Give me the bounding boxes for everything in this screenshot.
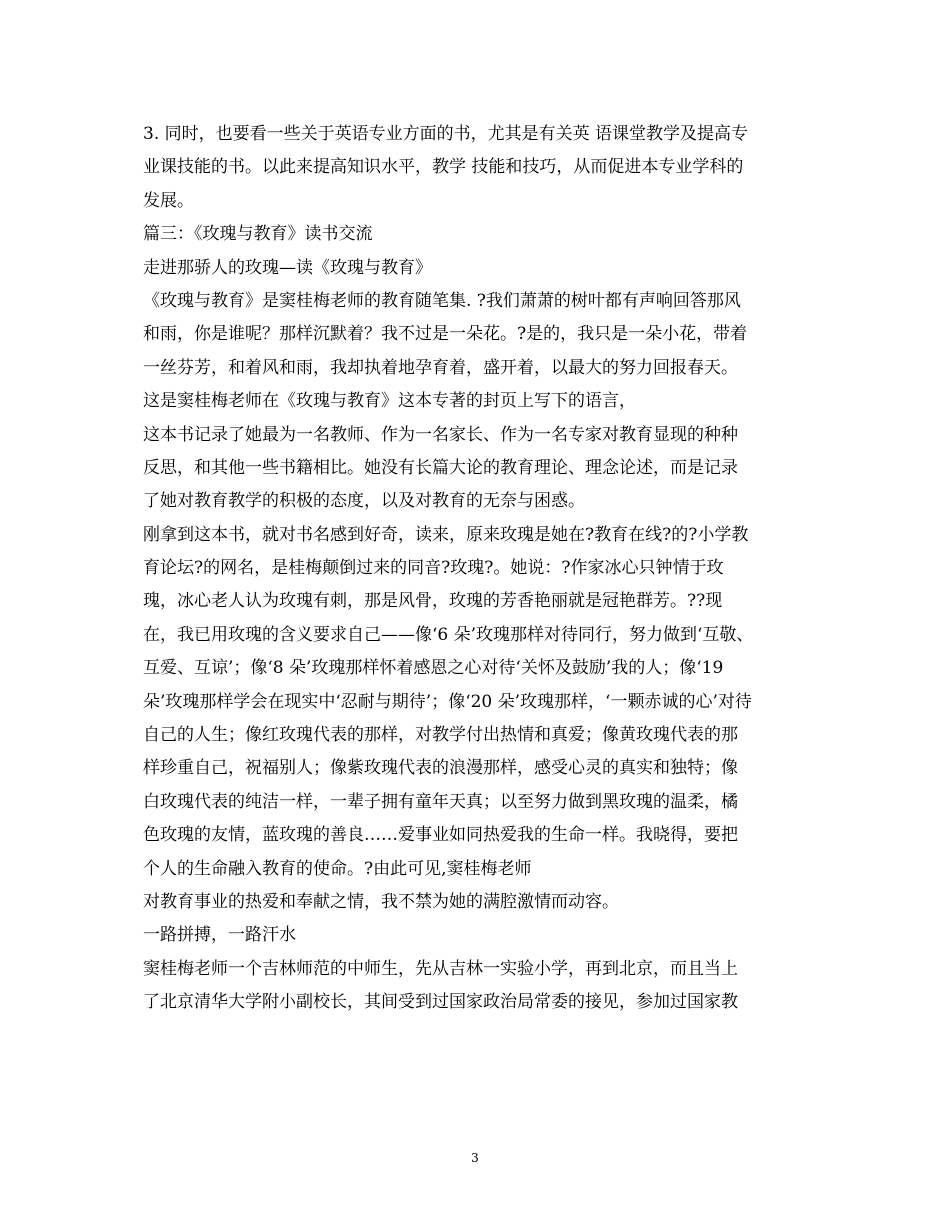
text-line: 瑰，冰心老人认为玫瑰有刺，那是风骨，玫瑰的芳香艳丽就是冠艳群芳。??现 xyxy=(143,591,723,612)
text-line: 色玫瑰的友情，蓝玫瑰的善良……爱事业如同热爱我的生命一样。我晓得，要把 xyxy=(143,825,738,846)
text-line: 育论坛?的网名，是桂梅颠倒过来的同音?玫瑰?。她说：?作家冰心只钟情于玫 xyxy=(143,558,724,579)
text-line: 在，我已用玫瑰的含义要求自己——像‘6 朵’玫瑰那样对待同行，努力做到‘互敬、 xyxy=(143,624,754,645)
text-line: 了北京清华大学附小副校长，其间受到过国家政治局常委的接见，参加过国家教 xyxy=(143,992,738,1013)
text-line: 自己的人生；像红玫瑰代表的那样，对教学付出热情和真爱；像黄玫瑰代表的那 xyxy=(143,725,738,746)
text-line: 个人的生命融入教育的使命。?由此可见,窦桂梅老师 xyxy=(143,858,532,879)
text-line: 业课技能的书。以此来提高知识水平，教学 技能和技巧，从而促进本专业学科的 xyxy=(143,157,744,178)
text-line: 互爱、互谅’；像‘8 朵’玫瑰那样怀着感恩之心对待‘关怀及鼓励’我的人；像‘19 xyxy=(143,658,724,679)
text-line: 发展。 xyxy=(143,190,194,211)
text-line: 这本书记录了她最为一名教师、作为一名家长、作为一名专家对教育显现的种种 xyxy=(143,424,738,445)
section-heading: 篇三：《玫瑰与教育》读书交流 xyxy=(143,224,373,245)
text-line: 对教育事业的热爱和奉献之情，我不禁为她的满腔激情而动容。 xyxy=(143,891,619,912)
text-line: 和雨，你是谁呢？那样沉默着？我不过是一朵花。?是的，我只是一朵小花，带着 xyxy=(143,324,748,345)
text-line: 窦桂梅老师一个吉林师范的中师生，先从吉林一实验小学，再到北京，而且当上 xyxy=(143,958,738,979)
article-title: 走进那骄人的玫瑰—读《玫瑰与教育》 xyxy=(143,257,432,278)
body-text xyxy=(143,118,808,1020)
text-line: 《玫瑰与教育》是窦桂梅老师的教育随笔集. ?我们萧萧的树叶都有声响回答那风 xyxy=(143,290,741,311)
text-line: 朵’玫瑰那样学会在现实中‘忍耐与期待’；像‘20 朵’玫瑰那样，‘一颗赤诚的心’对待 xyxy=(143,691,752,712)
text-line: 这是窦桂梅老师在《玫瑰与教育》这本专著的封页上写下的语言， xyxy=(143,391,636,412)
text-line: 一丝芬芳，和着风和雨，我却执着地孕育着，盛开着，以最大的努力回报春天。 xyxy=(143,357,738,378)
text-line: 刚拿到这本书，就对书名感到好奇，读来，原来玫瑰是她在?教育在线?的?小学教 xyxy=(143,524,749,545)
subheading: 一路拼搏，一路汗水 xyxy=(143,925,296,946)
page-number: 3 xyxy=(471,1151,479,1165)
text-line: 反思，和其他一些书籍相比。她没有长篇大论的教育理论、理念论述，而是记录 xyxy=(143,457,738,478)
text-line: 了她对教育教学的积极的态度，以及对教育的无奈与困惑。 xyxy=(143,491,585,512)
text-line: 样珍重自己，祝福别人；像紫玫瑰代表的浪漫那样，感受心灵的真实和独特；像 xyxy=(143,758,738,779)
text-line: 3. 同时，也要看一些关于英语专业方面的书，尤其是有关英 语课堂教学及提高专 xyxy=(143,124,749,144)
text-line: 白玫瑰代表的纯洁一样，一辈子拥有童年天真；以至努力做到黑玫瑰的温柔，橘 xyxy=(143,791,738,812)
